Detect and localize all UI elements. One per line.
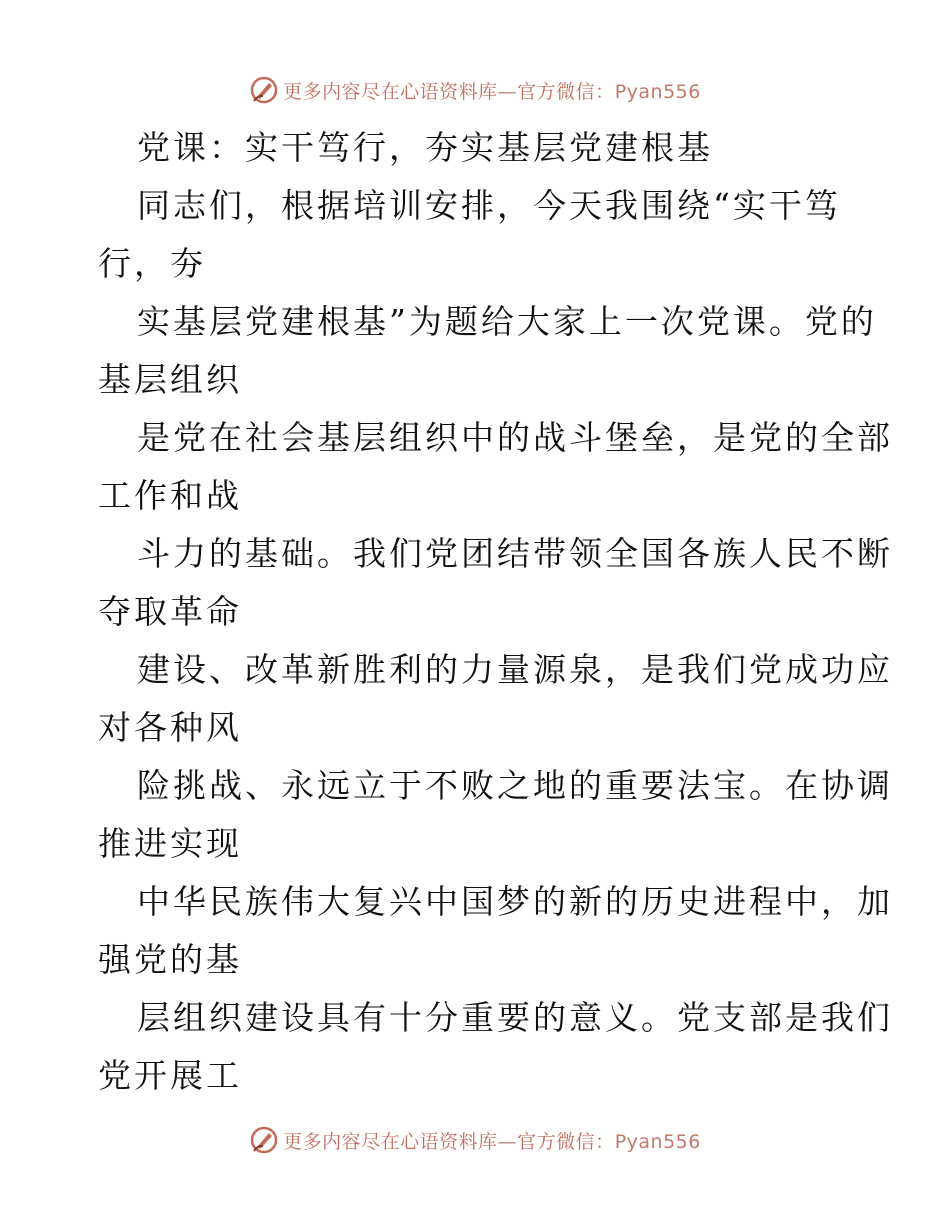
watermark-header [0,70,950,110]
text-line: 是党在社会基层组织中的战斗堡垒，是党的全部 [137,418,893,457]
text-line: 基层组织 [98,360,242,399]
watermark-text: 更多内容尽在心语资料库—官方微信：Pyan556 [283,1130,701,1153]
text-line: 实基层党建根基”为题给大家上一次党课。党的 [137,302,877,341]
text-line: 夺取革命 [98,592,242,631]
text-line: 斗力的基础。我们党团结带领全国各族人民不断 [137,534,893,573]
pen-logo-icon [249,1125,279,1155]
text-line: 中华民族伟大复兴中国梦的新的历史进程中，加 [137,882,893,921]
text-line: 同志们，根据培训安排，今天我围绕“实干笃 [137,186,841,225]
document-title: 党课：实干笃行，夯实基层党建根基 [137,128,713,167]
pen-logo-icon [249,75,279,105]
text-line: 建设、改革新胜利的力量源泉，是我们党成功应 [137,650,893,689]
watermark-text: 更多内容尽在心语资料库—官方微信：Pyan556 [283,80,701,103]
text-line: 党开展工 [98,1056,242,1095]
text-line: 行，夯 [98,244,206,283]
text-line: 推进实现 [98,824,242,863]
text-line: 层组织建设具有十分重要的意义。党支部是我们 [137,998,893,1037]
text-line: 工作和战 [98,476,242,515]
text-line: 强党的基 [98,940,242,979]
text-line: 对各种风 [98,708,242,747]
watermark-footer [0,1120,950,1160]
text-line: 险挑战、永远立于不败之地的重要法宝。在协调 [137,766,893,805]
